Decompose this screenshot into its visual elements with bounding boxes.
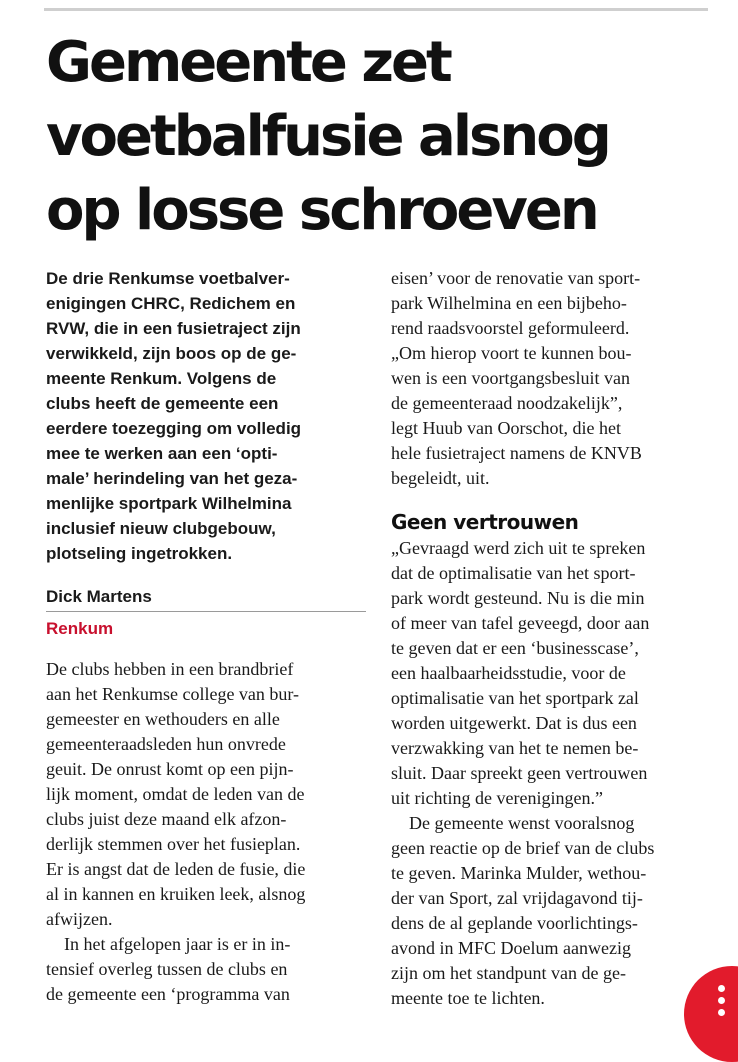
body-paragraph (46, 657, 368, 932)
body-line: begeleidt, uit. (391, 468, 490, 488)
body-line: te geven. Marinka Mulder, wethou- (391, 863, 647, 883)
intro-line: mee te werken aan een ‘opti- (46, 444, 278, 463)
more-vertical-icon[interactable] (716, 985, 726, 1021)
body-line: derlijk stemmen over het fusieplan. (46, 834, 301, 854)
intro-line: verwikkeld, zijn boos op de ge- (46, 344, 297, 363)
menu-dot (718, 985, 725, 992)
intro-line: RVW, die in een fusietraject zijn (46, 319, 301, 338)
headline-line: op losse schroeven (46, 178, 597, 243)
body-line: rend raadsvoorstel geformuleerd. (391, 318, 630, 338)
intro-paragraph (46, 266, 368, 566)
body-paragraph (391, 536, 654, 811)
intro-line: plotseling ingetrokken. (46, 544, 233, 563)
body-line: een haalbaarheidsstudie, voor de (391, 663, 626, 683)
intro-line: eerdere toezegging om volledig (46, 419, 302, 438)
body-line: sluit. Daar spreekt geen vertrouwen (391, 763, 648, 783)
body-paragraph (391, 811, 654, 1011)
body-line: uit richting de verenigingen.” (391, 788, 603, 808)
intro-line: De drie Renkumse voetbalver- (46, 269, 290, 288)
intro-block (46, 266, 368, 566)
body-line: afwijzen. (46, 909, 113, 929)
body-line: legt Huub van Oorschot, die het (391, 418, 621, 438)
body-paragraph (391, 266, 642, 491)
body-line: dat de optimalisatie van het sport- (391, 563, 636, 583)
intro-line: inclusief nieuw clubgebouw, (46, 519, 276, 538)
body-line: hele fusietraject namens de KNVB (391, 443, 642, 463)
byline-divider (46, 611, 366, 612)
body-line: verzwakking van het te nemen be- (391, 738, 639, 758)
body-line: de gemeente een ‘programma van (46, 984, 290, 1004)
body-line: worden uitgewerkt. Dat is dus een (391, 713, 637, 733)
body-line: „Gevraagd werd zich uit te spreken (391, 538, 646, 558)
body-line: De clubs hebben in een brandbrief (46, 659, 294, 679)
body-line: de gemeenteraad noodzakelijk”, (391, 393, 623, 413)
body-line: dens de al geplande voorlichtings- (391, 913, 638, 933)
body-line: te geven dat er een ‘businesscase’, (391, 638, 639, 658)
body-right-lower (391, 536, 654, 1011)
body-line: aan het Renkumse college van bur- (46, 684, 300, 704)
body-line: optimalisatie van het sportpark zal (391, 688, 639, 708)
body-line: In het afgelopen jaar is er in in- (64, 934, 291, 954)
intro-line: clubs heeft de gemeente een (46, 394, 279, 413)
body-line: al in kannen en kruiken leek, alsnog (46, 884, 306, 904)
body-line: park wordt gesteund. Nu is die min (391, 588, 645, 608)
body-line: tensief overleg tussen de clubs en (46, 959, 288, 979)
headline (46, 26, 716, 248)
menu-dot (718, 997, 725, 1004)
body-line: Er is angst dat de leden de fusie, die (46, 859, 306, 879)
body-line: zijn om het standpunt van de ge- (391, 963, 626, 983)
body-line: gemeester en wethouders en alle (46, 709, 280, 729)
intro-line: enigingen CHRC, Redichem en (46, 294, 296, 313)
body-line: eisen’ voor de renovatie van sport- (391, 268, 641, 288)
body-line: avond in MFC Doelum aanwezig (391, 938, 631, 958)
body-line: park Wilhelmina en een bijbeho- (391, 293, 627, 313)
intro-line: menlijke sportpark Wilhelmina (46, 494, 292, 513)
body-line: geen reactie op de brief van de clubs (391, 838, 655, 858)
body-line: gemeenteraadsleden hun onvrede (46, 734, 286, 754)
body-line: De gemeente wenst vooralsnog (409, 813, 635, 833)
subheading: Geen vertrouwen (391, 510, 579, 534)
body-line: der van Sport, zal vrijdagavond tij- (391, 888, 643, 908)
intro-line: male’ herindeling van het geza- (46, 469, 298, 488)
top-divider (44, 8, 708, 11)
author-name: Dick Martens (46, 587, 152, 606)
menu-dot (718, 1009, 725, 1016)
body-left-column (46, 657, 368, 1007)
body-line: geuit. De onrust komt op een pijn- (46, 759, 294, 779)
body-line: of meer van tafel geveegd, door aan (391, 613, 650, 633)
body-line: meente toe te lichten. (391, 988, 545, 1008)
more-menu-button[interactable] (684, 966, 738, 1062)
body-line: wen is een voortgangsbesluit van (391, 368, 630, 388)
headline-line: voetbalfusie alsnog (46, 104, 609, 169)
body-line: clubs juist deze maand elk afzon- (46, 809, 287, 829)
dateline-place: Renkum (46, 619, 114, 638)
body-line: lijk moment, omdat de leden van de (46, 784, 305, 804)
body-paragraph (46, 932, 368, 1007)
body-line: „Om hierop voort te kunnen bou- (391, 343, 632, 363)
headline-line: Gemeente zet (46, 30, 450, 95)
intro-line: meente Renkum. Volgens de (46, 369, 277, 388)
